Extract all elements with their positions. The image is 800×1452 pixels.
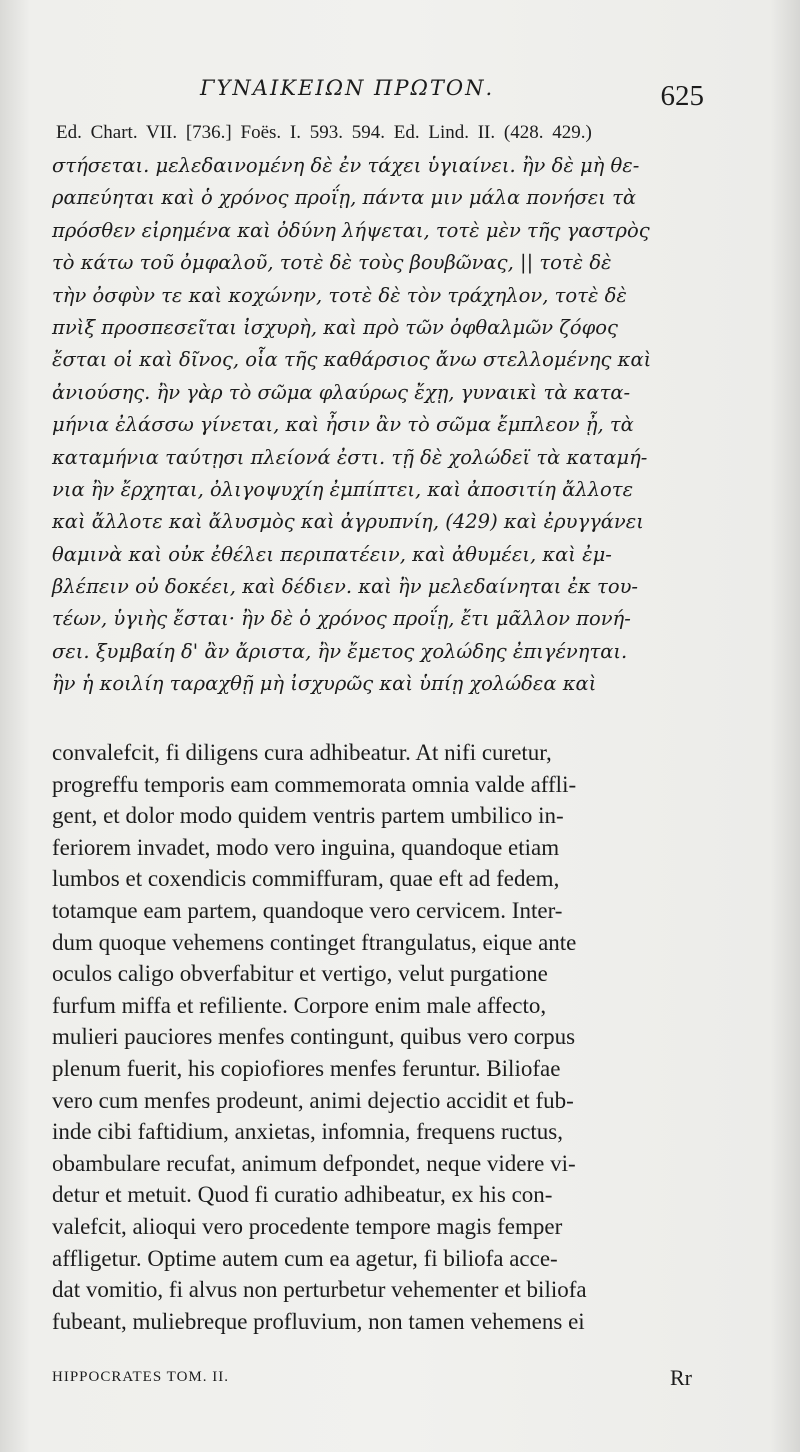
- latin-line: detur et metuit. Quod fi curatio adhibeatur, ex his con-: [52, 1182, 553, 1208]
- latin-line: dum quoque vehemens continget ftrangulatus, eique ante: [52, 929, 577, 955]
- greek-line: σει. ξυμβαίη δ' ἂν ἄριστα, ἢν ἔμετος χολώδης ἐπιγένηται.: [52, 639, 628, 663]
- greek-line: ἔσται οἱ καὶ δῖνος, οἷα τῆς καθάρσιος ἄνω στελλομένης καὶ: [52, 348, 652, 372]
- greek-line: τὸ κάτω τοῦ ὀμφαλοῦ, τοτὲ δὲ τοὺς βουβῶνας, || τοτὲ δὲ: [52, 251, 612, 275]
- latin-line: affligetur. Optime autem cum ea agetur, fi biliofa acce-: [52, 1245, 558, 1271]
- greek-line: καταμήνια ταύτῃσι πλείονά ἐστι. τῇ δὲ χολώδεϊ τὰ καταμή-: [52, 445, 648, 469]
- greek-line: τέων, ὑγιὴς ἔσται· ἢν δὲ ὁ χρόνος προΐῃ, ἔτι μᾶλλον πονή-: [52, 607, 631, 631]
- latin-line: gent, et dolor modo quidem ventris partem umbilico in-: [52, 803, 564, 829]
- page-footer: [52, 1365, 692, 1391]
- greek-line: πνὶξ προσπεσεῖται ἰσχυρὴ, καὶ πρὸ τῶν ὀφθαλμῶν ζόφος: [52, 315, 618, 339]
- latin-line: fubeant, muliebreque profluvium, non tamen vehemens ei: [52, 1308, 585, 1334]
- greek-line: βλέπειν οὐ δοκέει, καὶ δέδιεν. καὶ ἢν μελεδαίνηται ἐκ του-: [52, 575, 639, 599]
- latin-line: convalefcit, fi diligens cura adhibeatur. At nifi curetur,: [52, 740, 552, 765]
- latin-line: lumbos et coxendicis commiffuram, quae eft ad fedem,: [52, 866, 560, 892]
- greek-line: καὶ ἄλλοτε καὶ ἄλυσμὸς καὶ ἀγρυπνίη, (429) καὶ ἐρυγγάνει: [52, 510, 644, 534]
- greek-line: ραπεύηται καὶ ὁ χρόνος προΐῃ, πάντα μιν μάλα πονήσει τὰ: [52, 186, 637, 210]
- printer-signature: HIPPOCRATES TOM. II.: [52, 1369, 229, 1385]
- edition-references: Ed. Chart. VII. [736.] Foës. I. 593. 594. Ed. Lind. II. (428. 429.): [56, 122, 592, 143]
- greek-line: μήνια ἐλάσσω γίνεται, καὶ ἦσιν ἂν τὸ σῶμα ἔμπλεον ᾖ, τὰ: [52, 413, 634, 437]
- greek-line: ἢν ἡ κοιλίη ταραχθῇ μὴ ἰσχυρῶς καὶ ὑπίῃ χολώδεα καὶ: [52, 672, 597, 696]
- latin-line: oculos caligo obverfabitur et vertigo, velut purgatione: [52, 961, 548, 987]
- greek-text-block: [52, 150, 712, 701]
- page-number: 625: [660, 80, 704, 112]
- latin-line: totamque eam partem, quandoque vero cervicem. Inter-: [52, 897, 563, 923]
- latin-line: mulieri pauciores menfes contingunt, quibus vero corpus: [52, 1024, 576, 1050]
- latin-line: obambulare recufat, animum defpondet, neque videre vi-: [52, 1150, 576, 1176]
- latin-line: feriorem invadet, modo vero inguina, quandoque etiam: [52, 834, 560, 860]
- latin-line: inde cibi faftidium, anxietas, infomnia, frequens ructus,: [52, 1119, 563, 1145]
- latin-line: dat vomitio, fi alvus non perturbetur vehementer et biliofa: [52, 1277, 587, 1303]
- latin-line: plenum fuerit, his copiofiores menfes feruntur. Biliofae: [52, 1055, 561, 1081]
- latin-translation-block: [52, 737, 720, 1337]
- page-header: [0, 76, 800, 116]
- greek-line: νια ἢν ἔρχηται, ὀλιγοψυχίη ἐμπίπτει, καὶ ἀποσιτίη ἄλλοτε: [52, 477, 634, 501]
- greek-line: τὴν ὀσφὺν τε καὶ κοχώνην, τοτὲ δὲ τὸν τράχηλον, τοτὲ δὲ: [52, 283, 627, 307]
- signature-mark: Rr: [670, 1365, 692, 1390]
- greek-line: πρόσθεν εἰρημένα καὶ ὀδύνη λήψεται, τοτὲ μὲν τῆς γαστρὸς: [52, 218, 650, 242]
- latin-line: valefcit, alioqui vero procedente tempore magis femper: [52, 1213, 563, 1239]
- latin-line: progreffu temporis eam commemorata omnia valde affli-: [52, 771, 577, 797]
- latin-line: vero cum menfes prodeunt, animi dejectio accidit et fub-: [52, 1087, 574, 1113]
- greek-line: ἀνιούσης. ἢν γὰρ τὸ σῶμα φλαύρως ἔχῃ, γυναικὶ τὰ κατα-: [52, 380, 631, 404]
- latin-line: furfum miffa et refiliente. Corpore enim male affecto,: [52, 992, 547, 1018]
- running-title: ΓΥΝΑΙΚΕΙΩΝ ΠΡΩΤΟΝ.: [200, 76, 495, 100]
- greek-line: θαμινὰ καὶ οὐκ ἐθέλει περιπατέειν, καὶ ἀθυμέει, καὶ ἐμ-: [52, 542, 612, 566]
- greek-line: στήσεται. μελεδαινομένη δὲ ἐν τάχει ὑγιαίνει. ἢν δὲ μὴ θε-: [52, 154, 640, 177]
